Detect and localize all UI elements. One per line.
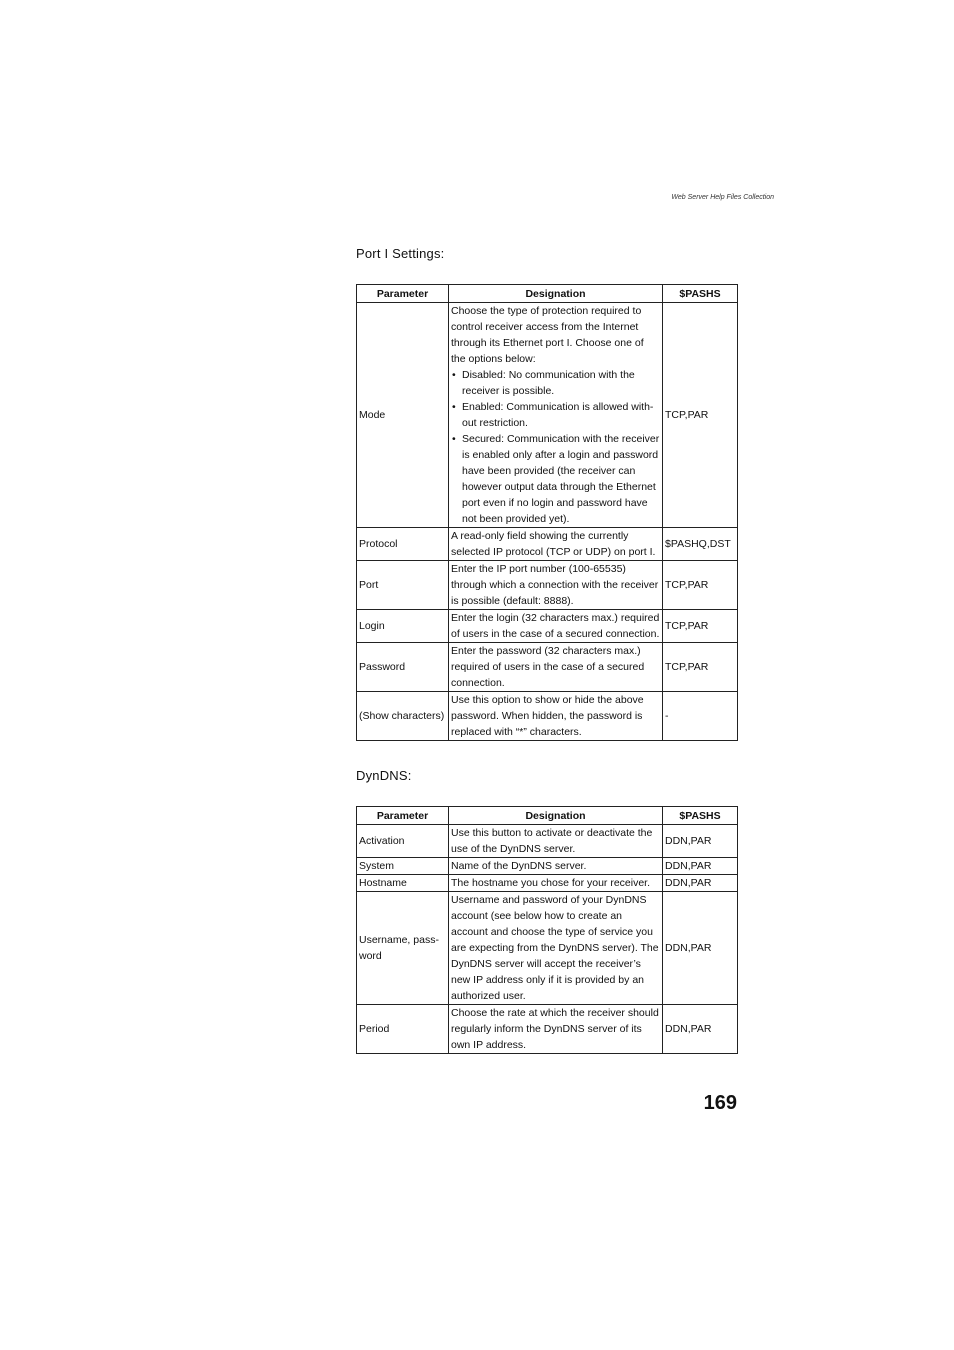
parameter-cell: Password [357,643,449,692]
parameter-cell: Hostname [357,875,449,892]
mode-options-list [451,367,660,527]
list-item: • Secured: Communication with the receiver is enabled only after a login and password have been provided (the receiver can however output data through the Ethernet port even if no login and password have not been provided yet). [451,431,660,527]
table-row-protocol [357,528,738,561]
designation-cell: A read-only field showing the currently selected IP protocol (TCP or UDP) on port I. [449,528,663,561]
command-cell: DDN,PAR [663,1005,738,1054]
parameter-cell: Port [357,561,449,610]
column-header-pashs: $PASHS [663,285,738,303]
designation-cell: Enter the IP port number (100-65535) through which a connection with the receiver is possible (default: 8888). [449,561,663,610]
designation-cell: Use this option to show or hide the above password. When hidden, the password is replaced with “*” characters. [449,692,663,741]
parameter-cell: System [357,858,449,875]
command-cell: TCP,PAR [663,610,738,643]
command-cell: TCP,PAR [663,303,738,528]
table-header-row [357,285,738,303]
command-cell: TCP,PAR [663,561,738,610]
parameter-cell: Username, pass-word [357,892,449,1005]
table-row-login [357,610,738,643]
parameter-cell: Protocol [357,528,449,561]
column-header-pashs: $PASHS [663,807,738,825]
parameter-cell: Login [357,610,449,643]
command-cell: DDN,PAR [663,892,738,1005]
table-header-row [357,807,738,825]
port-settings-heading: Port I Settings: [356,246,445,261]
command-cell: $PASHQ,DST [663,528,738,561]
table-row-mode [357,303,738,528]
port-settings-table [356,284,738,741]
designation-cell [449,303,663,528]
column-header-designation: Designation [449,285,663,303]
table-row-show-characters [357,692,738,741]
list-item: • Disabled: No communication with the receiver is possible. [451,367,660,399]
column-header-parameter: Parameter [357,285,449,303]
command-cell: - [663,692,738,741]
command-cell: DDN,PAR [663,825,738,858]
designation-cell: Use this button to activate or deactivate the use of the DynDNS server. [449,825,663,858]
mode-intro-text: Choose the type of protection required to control receiver access from the Internet through its Ethernet port I. Choose one of the options below: [451,305,644,365]
dyndns-table [356,806,738,1054]
command-cell: DDN,PAR [663,858,738,875]
list-item: • Enabled: Communication is allowed with-out restriction. [451,399,660,431]
designation-cell: Enter the password (32 characters max.) required of users in the case of a secured connection. [449,643,663,692]
table-row-period [357,1005,738,1054]
designation-cell: The hostname you chose for your receiver. [449,875,663,892]
designation-cell: Username and password of your DynDNS account (see below how to create an account and choose the type of service you are expecting from the DynDNS server). The DynDNS server will accept the receiver’s new IP address only if it is provided by an authorized user. [449,892,663,1005]
table-row-activation [357,825,738,858]
designation-cell: Enter the login (32 characters max.) required of users in the case of a secured connection. [449,610,663,643]
table-row-username-password [357,892,738,1005]
column-header-designation: Designation [449,807,663,825]
table-row-system [357,858,738,875]
parameter-cell: Mode [357,303,449,528]
parameter-cell: Period [357,1005,449,1054]
command-cell: TCP,PAR [663,643,738,692]
page-number: 169 [703,1092,737,1114]
table-row-password [357,643,738,692]
column-header-parameter: Parameter [357,807,449,825]
table-row-port [357,561,738,610]
table-row-hostname [357,875,738,892]
designation-cell: Choose the rate at which the receiver should regularly inform the DynDNS server of its own IP address. [449,1005,663,1054]
command-cell: DDN,PAR [663,875,738,892]
dyndns-heading: DynDNS: [356,768,412,783]
parameter-cell: Activation [357,825,449,858]
running-header: Web Server Help Files Collection [671,194,774,201]
designation-cell: Name of the DynDNS server. [449,858,663,875]
parameter-cell: (Show characters) [357,692,449,741]
